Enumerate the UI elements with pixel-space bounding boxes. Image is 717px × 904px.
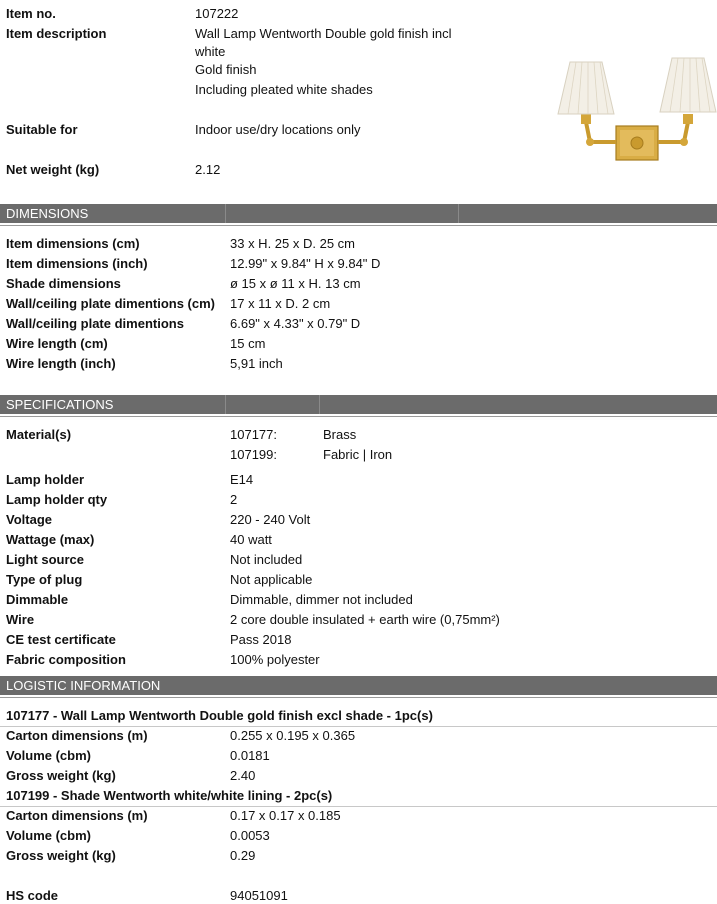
logistic-label: Gross weight (kg) bbox=[6, 768, 116, 783]
spec-value: Not applicable bbox=[230, 572, 313, 587]
section-title: DIMENSIONS bbox=[6, 206, 89, 221]
dimension-label: Item dimensions (inch) bbox=[6, 256, 148, 271]
section-header-logistics bbox=[0, 676, 717, 695]
item-no-value: 107222 bbox=[195, 6, 239, 21]
logistic-label: Volume (cbm) bbox=[6, 828, 91, 843]
material-code: 107177: bbox=[230, 427, 277, 442]
hs-code-value: 94051091 bbox=[230, 888, 288, 903]
spec-value: Not included bbox=[230, 552, 303, 567]
suitable-for-value: Indoor use/dry locations only bbox=[195, 122, 361, 137]
spec-value: 100% polyester bbox=[230, 652, 320, 667]
dimension-value: 33 x H. 25 x D. 25 cm bbox=[230, 236, 355, 251]
spec-value: 220 - 240 Volt bbox=[230, 512, 311, 527]
item-description-line: Gold finish bbox=[195, 62, 257, 77]
spec-label: Wire bbox=[6, 612, 35, 627]
logistic-label: Volume (cbm) bbox=[6, 748, 91, 763]
item-description-line: Wall Lamp Wentworth Double gold finish incl bbox=[195, 26, 452, 41]
net-weight-value: 2.12 bbox=[195, 162, 221, 177]
logistic-label: Gross weight (kg) bbox=[6, 848, 116, 863]
dimension-label: Shade dimensions bbox=[6, 276, 121, 291]
logistic-group-heading: 107177 - Wall Lamp Wentworth Double gold finish excl shade - 1pc(s) bbox=[6, 708, 433, 723]
spec-value: 2 core double insulated + earth wire (0,75mm²) bbox=[230, 612, 500, 627]
section-title: LOGISTIC INFORMATION bbox=[6, 678, 161, 693]
section-title: SPECIFICATIONS bbox=[6, 397, 114, 412]
hs-code-label: HS code bbox=[6, 888, 59, 903]
logistic-value: 2.40 bbox=[230, 768, 256, 783]
dimension-value: 5,91 inch bbox=[230, 356, 283, 371]
material-name: Fabric | Iron bbox=[323, 447, 393, 462]
materials-label: Material(s) bbox=[6, 427, 72, 442]
product-image bbox=[556, 52, 717, 184]
dimension-value: 12.99" x 9.84" H x 9.84" D bbox=[230, 256, 381, 271]
dimension-label: Wall/ceiling plate dimentions (cm) bbox=[6, 296, 215, 311]
item-description-label: Item description bbox=[6, 26, 107, 41]
spec-value: 40 watt bbox=[230, 532, 272, 547]
spec-value: Pass 2018 bbox=[230, 632, 292, 647]
logistic-value: 0.0053 bbox=[230, 828, 270, 843]
logistic-label: Carton dimensions (m) bbox=[6, 808, 148, 823]
spec-label: Fabric composition bbox=[6, 652, 126, 667]
spec-label: CE test certificate bbox=[6, 632, 116, 647]
dimension-value: 17 x 11 x D. 2 cm bbox=[230, 296, 331, 311]
dimension-label: Item dimensions (cm) bbox=[6, 236, 140, 251]
spec-value: E14 bbox=[230, 472, 254, 487]
logistic-label: Carton dimensions (m) bbox=[6, 728, 148, 743]
section-header-specifications bbox=[0, 395, 717, 414]
spec-label: Voltage bbox=[6, 512, 52, 527]
spec-value: 2 bbox=[230, 492, 238, 507]
spec-label: Lamp holder bbox=[6, 472, 85, 487]
section-header-dimensions bbox=[0, 204, 717, 223]
dimension-value: 6.69" x 4.33" x 0.79" D bbox=[230, 316, 361, 331]
dimension-label: Wall/ceiling plate dimentions bbox=[6, 316, 184, 331]
spec-label: Lamp holder qty bbox=[6, 492, 108, 507]
spec-label: Dimmable bbox=[6, 592, 69, 607]
logistic-value: 0.255 x 0.195 x 0.365 bbox=[230, 728, 356, 743]
material-name: Brass bbox=[323, 427, 357, 442]
logistic-value: 0.0181 bbox=[230, 748, 270, 763]
dimension-label: Wire length (cm) bbox=[6, 336, 108, 351]
item-description-line: white bbox=[195, 44, 226, 59]
logistic-group-heading: 107199 - Shade Wentworth white/white lining - 2pc(s) bbox=[6, 788, 333, 803]
spec-label: Type of plug bbox=[6, 572, 83, 587]
item-description-line: Including pleated white shades bbox=[195, 82, 373, 97]
dimension-label: Wire length (inch) bbox=[6, 356, 116, 371]
item-no-label: Item no. bbox=[6, 6, 56, 21]
logistic-value: 0.17 x 0.17 x 0.185 bbox=[230, 808, 341, 823]
dimension-value: 15 cm bbox=[230, 336, 266, 351]
spec-label: Wattage (max) bbox=[6, 532, 95, 547]
spec-value: Dimmable, dimmer not included bbox=[230, 592, 413, 607]
logistic-value: 0.29 bbox=[230, 848, 256, 863]
dimension-value: ø 15 x ø 11 x H. 13 cm bbox=[230, 276, 361, 291]
spec-label: Light source bbox=[6, 552, 85, 567]
net-weight-label: Net weight (kg) bbox=[6, 162, 100, 177]
material-code: 107199: bbox=[230, 447, 277, 462]
suitable-for-label: Suitable for bbox=[6, 122, 78, 137]
